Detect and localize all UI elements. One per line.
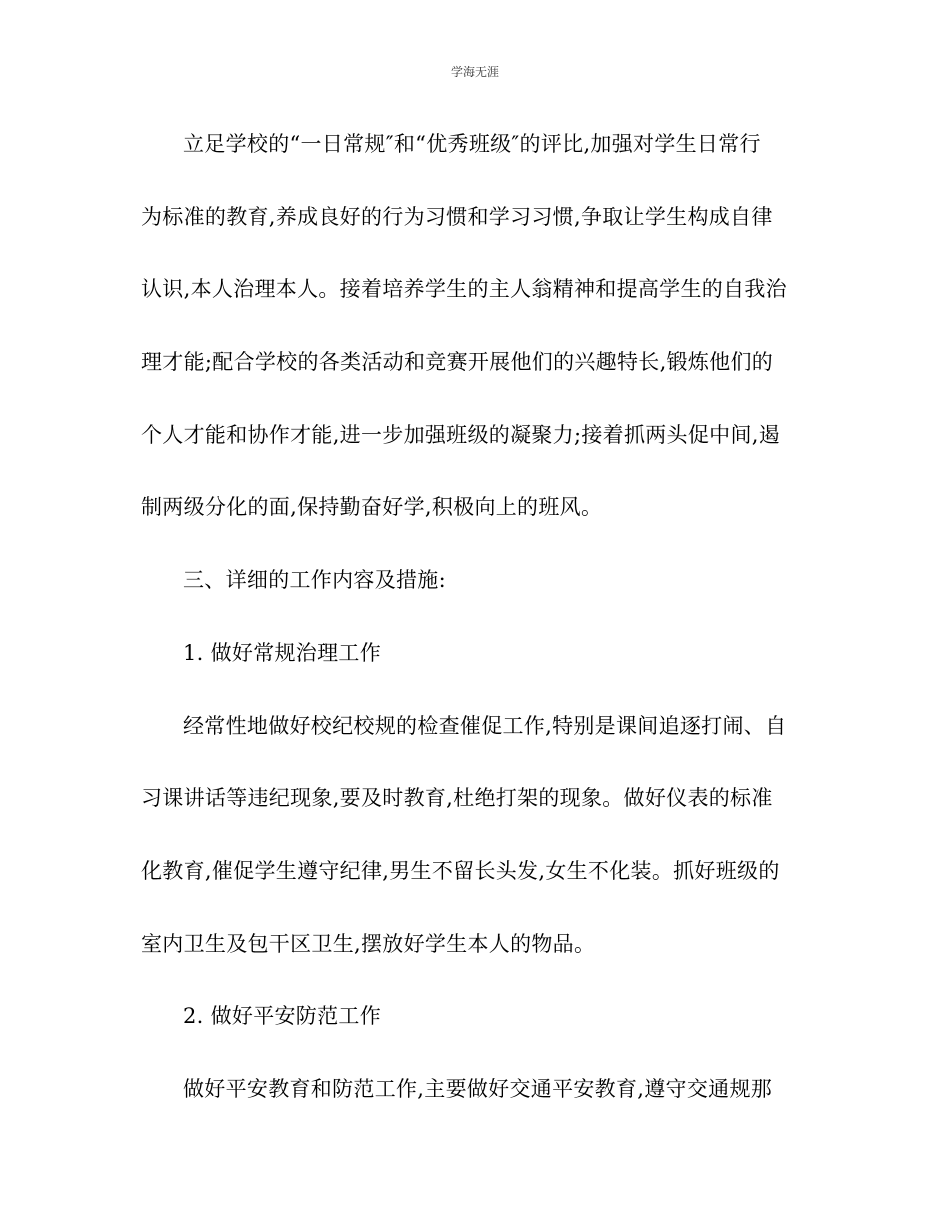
paragraph-line: 习课讲话等违纪现象,要及时教育,杜绝打架的现象。做好仪表的标准 xyxy=(141,786,773,811)
paragraph-line: 经常性地做好校纪校规的检查催促工作,特别是课间追逐打闹、自 xyxy=(183,713,787,738)
page-header: 学海无涯 xyxy=(450,65,499,79)
subsection-heading: 1. 做好常规治理工作 xyxy=(183,640,382,665)
paragraph-line: 室内卫生及包干区卫生,摆放好学生本人的物品。 xyxy=(141,931,596,956)
paragraph-line: 做好平安教育和防范工作,主要做好交通平安教育,遵守交通规那 xyxy=(183,1076,773,1101)
paragraph-line: 化教育,催促学生遵守纪律,男生不留长头发,女生不化装。抓好班级的 xyxy=(141,858,780,883)
document-body xyxy=(141,124,809,1142)
paragraph-line: 制两级分化的面,保持勤奋好学,积极向上的班风。 xyxy=(141,495,603,520)
paragraph-line: 立足学校的“一日常规″和“优秀班级″的评比,加强对学生日常行 xyxy=(183,132,761,156)
paragraph-line: 理才能;配合学校的各类活动和竞赛开展他们的兴趣特长,锻炼他们的 xyxy=(141,350,774,375)
paragraph-line: 认识,本人治理本人。接着培养学生的主人翁精神和提高学生的自我治 xyxy=(141,277,787,302)
paragraph-line: 为标准的教育,养成良好的行为习惯和学习习惯,争取让学生构成自律 xyxy=(141,204,773,229)
paragraph-line: 个人才能和协作才能,进一步加强班级的凝聚力;接着抓两头促中间,遏 xyxy=(141,422,781,447)
subsection-heading: 2. 做好平安防范工作 xyxy=(183,1004,382,1029)
section-heading: 三、详细的工作内容及措施: xyxy=(183,568,446,593)
